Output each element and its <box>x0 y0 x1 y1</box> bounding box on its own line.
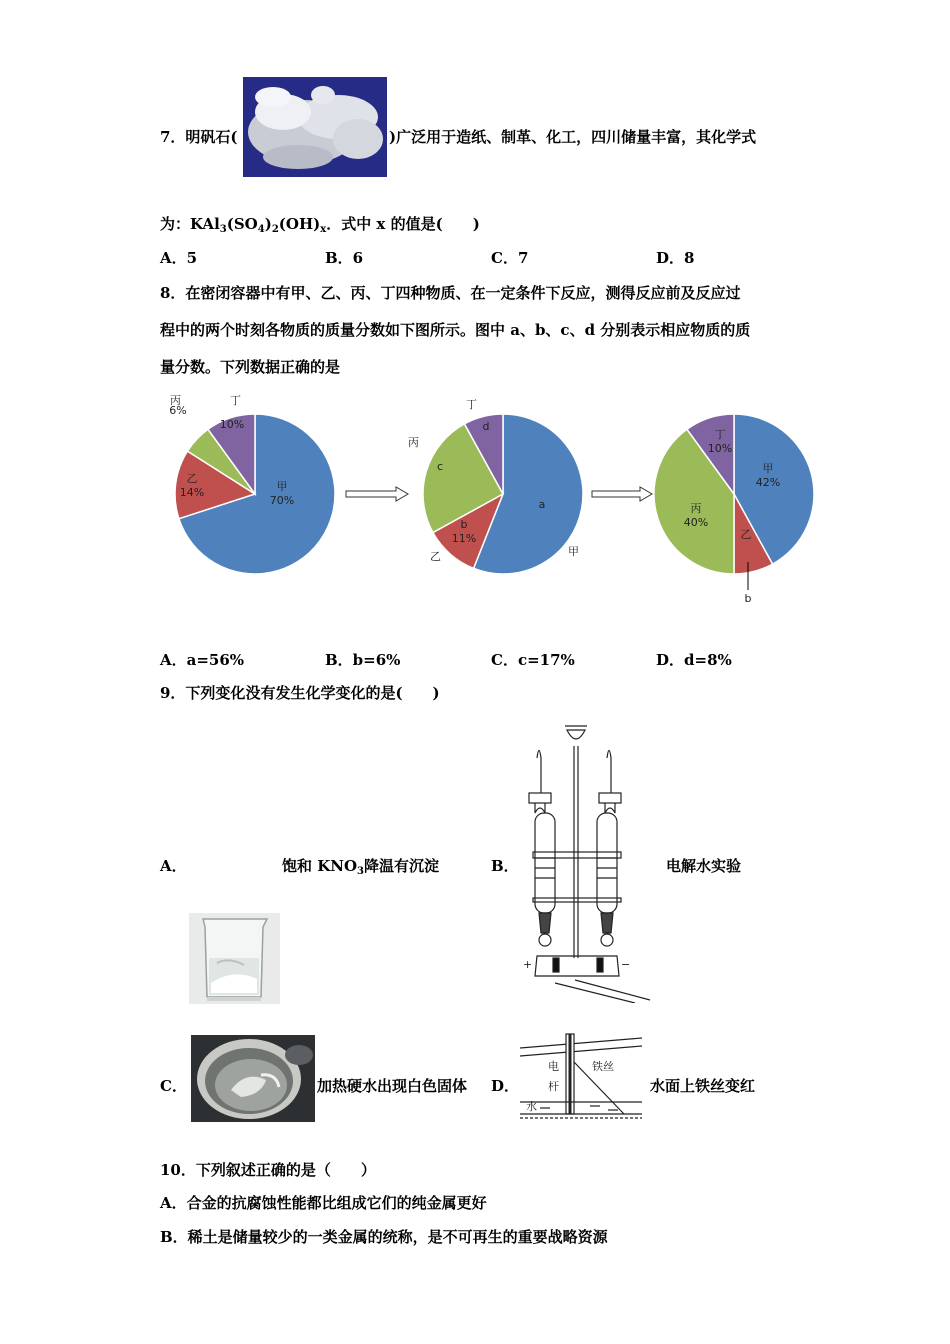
pie-3-label-4: 丁 10% <box>707 428 733 455</box>
positive-sign: + <box>523 958 533 971</box>
q9-option-b-text: 电解水实验 <box>666 857 742 875</box>
q9-stem: 9．下列变化没有发生化学变化的是( ) <box>160 684 440 702</box>
q7-line1-prefix: 7．明矾石( <box>160 128 238 146</box>
q8-option-a: A．a=56% <box>160 651 245 669</box>
q9-option-c-text: 加热硬水出现白色固体 <box>317 1077 468 1095</box>
water-label: 水 <box>526 1100 537 1113</box>
q8-line2: 程中的两个时刻各物质的质量分数如下图所示。图中 a、b、c、d 分别表示相应物质的质 <box>160 321 751 339</box>
q8-option-b: B．b=6% <box>325 651 401 669</box>
pie-1-label-2: 乙 14% <box>179 472 205 499</box>
q8-option-d: D．d=8% <box>656 651 732 669</box>
pie-1-label-4: 10% <box>219 418 245 431</box>
negative-sign: − <box>621 958 631 971</box>
q7-option-d: D．8 <box>656 249 695 267</box>
q9-option-c-label: C． <box>160 1077 187 1095</box>
pole-label-2: 杆 <box>548 1080 559 1093</box>
alum-crystal-photo <box>243 77 387 177</box>
pie-3-label-1: 甲 42% <box>755 462 781 489</box>
pie-2-label-3: c <box>436 460 444 473</box>
q7-line1-suffix: )广泛用于造纸、制革、化工，四川储量丰富，其化学式 <box>389 128 757 146</box>
pie-2-label-2: b 11% <box>451 518 477 545</box>
pie-1-label-1: 甲 70% <box>269 480 295 507</box>
q7-option-c: C．7 <box>491 249 529 267</box>
pie-2-category-3: 丙 <box>408 436 419 449</box>
q10-stem: 10．下列叙述正确的是（ ） <box>160 1161 376 1179</box>
q7-option-a: A．5 <box>160 249 198 267</box>
q9-option-a-label: A． <box>160 857 187 875</box>
kno3-beaker-photo <box>189 913 280 1004</box>
q7-option-b: B．6 <box>325 249 364 267</box>
pie-3-label-3: 丙 40% <box>683 502 709 529</box>
q10-option-a: A．合金的抗腐蚀性能都比组成它们的纯金属更好 <box>160 1194 487 1212</box>
q9-option-d-label: D． <box>491 1077 520 1095</box>
q9-option-b-label: B． <box>491 857 519 875</box>
q9-option-a-text: 饱和 $KNO_3$降温有沉淀 <box>282 857 440 877</box>
pie-1-category-3: 丙 <box>170 394 181 407</box>
electrolysis-apparatus <box>515 718 660 1003</box>
q9-option-d-text: 水面上铁丝变红 <box>650 1077 756 1095</box>
pie-2-category-4: 丁 <box>466 398 477 411</box>
pie-charts <box>150 390 850 620</box>
pie-2-label-4: d <box>482 420 490 433</box>
iron-wire-diagram <box>520 1032 642 1124</box>
q7-formula-line: 为：$KAl_3(SO_4)_2(OH)_x$．式中 x 的值是( ) <box>160 215 480 235</box>
q8-option-c: C．c=17% <box>491 651 575 669</box>
pie-1-label-3: 6% <box>169 404 187 417</box>
pie-2-label-1: a <box>538 498 546 511</box>
q8-line1: 8．在密闭容器中有甲、乙、丙、丁四种物质、在一定条件下反应，测得反应前及反应过 <box>160 284 741 302</box>
pie-2-category-2: 乙 <box>430 550 441 563</box>
q8-line3: 量分数。下列数据正确的是 <box>160 358 341 376</box>
pie-1-category-4: 丁 <box>230 394 241 407</box>
pie-2-category-1: 甲 <box>568 545 579 558</box>
pie-3-label-2: 乙 <box>740 528 752 541</box>
q10-option-b: B．稀土是储量较少的一类金属的统称，是不可再生的重要战略资源 <box>160 1228 608 1246</box>
wire-label: 铁丝 <box>592 1060 614 1073</box>
hard-water-photo <box>191 1035 315 1122</box>
arrow-right-icon <box>592 487 652 501</box>
pole-label-1: 电 <box>548 1060 559 1073</box>
arrow-right-icon <box>346 487 408 501</box>
pie-3-b-label: b <box>744 592 752 605</box>
